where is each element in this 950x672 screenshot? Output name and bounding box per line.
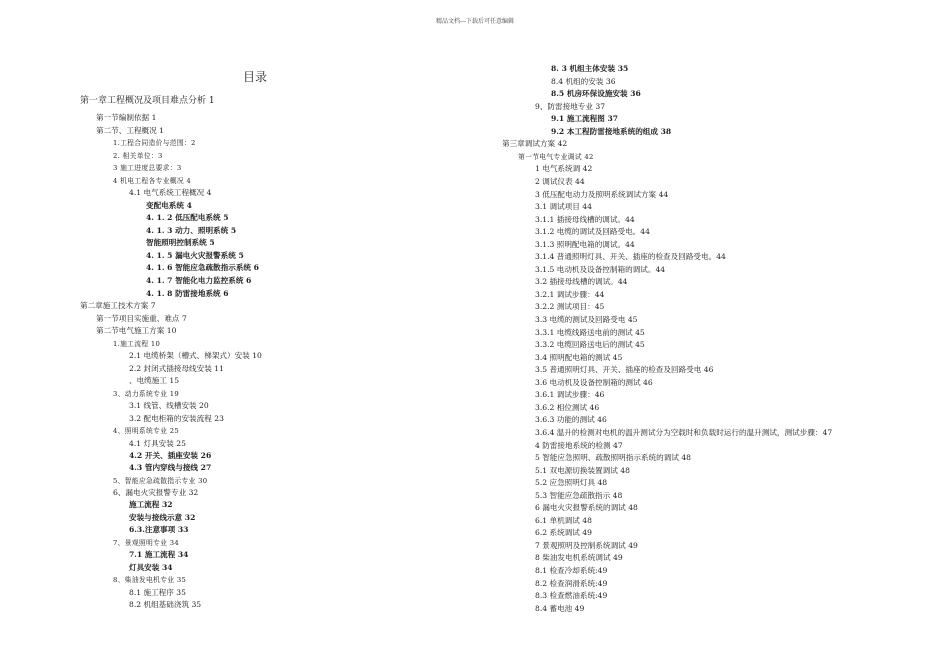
toc-entry[interactable]: 5.1 双电源切换装置调试 48 — [535, 466, 630, 475]
toc-entry[interactable]: 灯具安装 34 — [129, 563, 173, 572]
toc-entry[interactable]: 6、漏电火灾报警专业 32 — [113, 488, 199, 497]
toc-entry[interactable]: 第二节电气施工方案 10 — [96, 326, 177, 335]
toc-entry[interactable]: 4. 1. 5 漏电火灾报警系统 5 — [146, 251, 244, 260]
toc-entry[interactable]: 6.3.注意事项 33 — [129, 525, 189, 534]
toc-entry[interactable]: 6.2 系统调试 49 — [535, 528, 592, 537]
toc-entry[interactable]: 3.1.1 插接母线槽的调试。44 — [535, 215, 635, 224]
toc-entry[interactable]: 4. 1. 3 动力、照明系统 5 — [146, 226, 237, 235]
toc-entry[interactable]: 第二节、工程概况 1 — [96, 126, 164, 135]
toc-entry[interactable]: 施工流程 32 — [129, 500, 173, 509]
toc-entry[interactable]: 3.1.2 电缆的调试及回路受电。44 — [535, 227, 650, 236]
toc-entry[interactable]: 3.1 调试项目 44 — [535, 202, 592, 211]
toc-entry[interactable]: 4 防雷接地系统的检测 47 — [535, 441, 623, 450]
toc-entry[interactable]: 8.4 机组的安装 36 — [551, 77, 616, 86]
toc-entry[interactable]: 1 电气系统调 42 — [535, 164, 593, 173]
toc-entry[interactable]: 8.4 蓄电池 49 — [535, 604, 585, 613]
toc-entry[interactable]: 智能照明控制系统 5 — [146, 238, 215, 247]
toc-entry[interactable]: 8 柴油发电机系统调试 49 — [535, 553, 623, 562]
toc-entry[interactable]: 3.6.2 相位测试 46 — [535, 403, 600, 412]
toc-entry[interactable]: 3.6.1 调试步骤：46 — [535, 390, 605, 399]
toc-entry[interactable]: 第一节电气专业调试 42 — [518, 153, 594, 161]
toc-entry[interactable]: 9.1 施工流程图 37 — [551, 114, 619, 123]
toc-entry[interactable]: 6 漏电火灾报警系统的调试 48 — [535, 503, 638, 512]
toc-entry[interactable]: 4、照明系统专业 25 — [113, 427, 180, 435]
toc-entry[interactable]: 1.施工流程 10 — [113, 340, 161, 348]
toc-entry[interactable]: 变配电系统 4 — [146, 201, 192, 210]
toc-entry[interactable]: 第一章工程概况及项目难点分析 1 — [80, 96, 215, 106]
toc-entry[interactable]: 5.2 应急照明灯具 48 — [535, 478, 608, 487]
toc-entry[interactable]: 3 低压配电动力及照明系统调试方案 44 — [535, 190, 669, 199]
toc-entry[interactable]: 4.3 管内穿线与接线 27 — [129, 463, 212, 472]
toc-entry[interactable]: 7、景观照明专业 34 — [113, 539, 180, 547]
toc-entry[interactable]: 2.1 电缆桥架（槽式、梯架式）安装 10 — [129, 351, 262, 360]
page-header: 精品文档---下载后可任意编辑 — [435, 18, 515, 25]
toc-entry[interactable]: 3.2.1 调试步骤：44 — [535, 290, 605, 299]
toc-entry[interactable]: 3.3 电缆的测试及回路受电 45 — [535, 315, 638, 324]
toc-entry[interactable]: 3.6.3 功能的测试 46 — [535, 415, 607, 424]
toc-entry[interactable]: 3.6.4 温升的检测对电机的温升测试分为空载时和负载时运行的温升测试，测试步骤：47 — [535, 428, 833, 437]
toc-entry[interactable]: 3.1 线管、线槽安装 20 — [129, 401, 209, 410]
toc-entry[interactable]: 5 智能应急照明、疏散照明指示系统的调试 48 — [535, 453, 692, 462]
toc-entry[interactable]: 3.2.2 测试项目：45 — [535, 302, 605, 311]
toc-entry[interactable]: 8.3 检查燃油系统:49 — [535, 591, 608, 600]
toc-entry[interactable]: 8. 3 机组主体安装 35 — [551, 64, 629, 73]
toc-entry[interactable]: 9、防雷接地专业 37 — [535, 102, 606, 111]
toc-entry[interactable]: 1.工程合同造价与范围：2 — [113, 139, 196, 147]
toc-entry[interactable]: 4.2 开关、插座安装 26 — [129, 451, 212, 460]
toc-entry[interactable]: 5.3 智能应急疏散指示 48 — [535, 491, 623, 500]
toc-entry[interactable]: 3 施工进度总要求：3 — [113, 164, 182, 172]
toc-entry[interactable]: 7.1 施工流程 34 — [129, 550, 189, 559]
toc-entry[interactable]: 8、柴油发电机专业 35 — [113, 576, 187, 584]
toc-entry[interactable]: 4. 1. 2 低压配电系统 5 — [146, 213, 229, 222]
toc-entry[interactable]: 、电缆施工 15 — [129, 376, 180, 385]
toc-entry[interactable]: 4. 1. 8 防雷接地系统 6 — [146, 289, 229, 298]
toc-entry[interactable]: 3.3.2 电缆回路送电后的测试 45 — [535, 340, 645, 349]
toc-entry[interactable]: 6.1 单机调试 48 — [535, 516, 592, 525]
toc-entry[interactable]: 4. 1. 6 智能应急疏散指示系统 6 — [146, 263, 259, 272]
toc-entry[interactable]: 4.1 灯具安装 25 — [129, 439, 186, 448]
toc-entry[interactable]: 安装与接线示意 32 — [129, 513, 196, 522]
toc-entry[interactable]: 7 景观照明及控制系统调试 49 — [535, 541, 638, 550]
toc-entry[interactable]: 8.2 检查润滑系统:49 — [535, 579, 608, 588]
toc-entry[interactable]: 3.3.1 电缆线路送电前的测试 45 — [535, 328, 645, 337]
toc-entry[interactable]: 3.2 配电柜箱的安装流程 23 — [129, 414, 224, 423]
toc-entry[interactable]: 3.1.4 普通照明灯具、开关、插座的检查及回路受电。44 — [535, 252, 726, 261]
toc-entry[interactable]: 3.1.3 照明配电箱的调试。44 — [535, 240, 635, 249]
toc-entry[interactable]: 3.5 普通照明灯具、开关、插座的检查及回路受电 46 — [535, 365, 714, 374]
toc-entry[interactable]: 3.4 照明配电箱的测试 45 — [535, 353, 623, 362]
toc-entry[interactable]: 3.2 插接母线槽的调试。44 — [535, 277, 628, 286]
toc-entry[interactable]: 2. 相关单位：3 — [113, 152, 163, 160]
toc-entry[interactable]: 3.6 电动机及设备控制箱的测试 46 — [535, 378, 653, 387]
toc-entry[interactable]: 2.2 封闭式插接母线安装 11 — [129, 364, 224, 373]
toc-entry[interactable]: 第三章调试方案 42 — [502, 139, 568, 148]
toc-entry[interactable]: 2 调试仪表 44 — [535, 177, 585, 186]
toc-entry[interactable]: 4. 1. 7 智能化电力监控系统 6 — [146, 276, 252, 285]
toc-entry[interactable]: 4 机电工程各专业概况 4 — [113, 177, 192, 185]
toc-entry[interactable]: 第一节编制依据 1 — [96, 113, 157, 122]
toc-entry[interactable]: 8.5 机房环保设施安装 36 — [551, 89, 641, 98]
toc-entry[interactable]: 第一节项目实施重、难点 7 — [96, 314, 187, 323]
toc-entry[interactable]: 8.1 检查冷却系统:49 — [535, 566, 608, 575]
toc-entry[interactable]: 8.1 施工程序 35 — [129, 588, 186, 597]
toc-entry[interactable]: 3、动力系统专业 19 — [113, 390, 180, 398]
toc-entry[interactable]: 5、智能应急疏散指示专业 30 — [113, 477, 208, 485]
toc-entry[interactable]: 8.2 机组基础浇筑 35 — [129, 600, 202, 609]
toc-entry[interactable]: 4.1 电气系统工程概况 4 — [129, 188, 212, 197]
toc-entry[interactable]: 9.2 本工程防雷接地系统的组成 38 — [551, 127, 672, 136]
toc-title: 目录 — [243, 70, 268, 84]
toc-entry[interactable]: 3.1.5 电动机及设备控制箱的调试。44 — [535, 265, 666, 274]
toc-entry[interactable]: 第二章施工技术方案 7 — [80, 301, 156, 310]
